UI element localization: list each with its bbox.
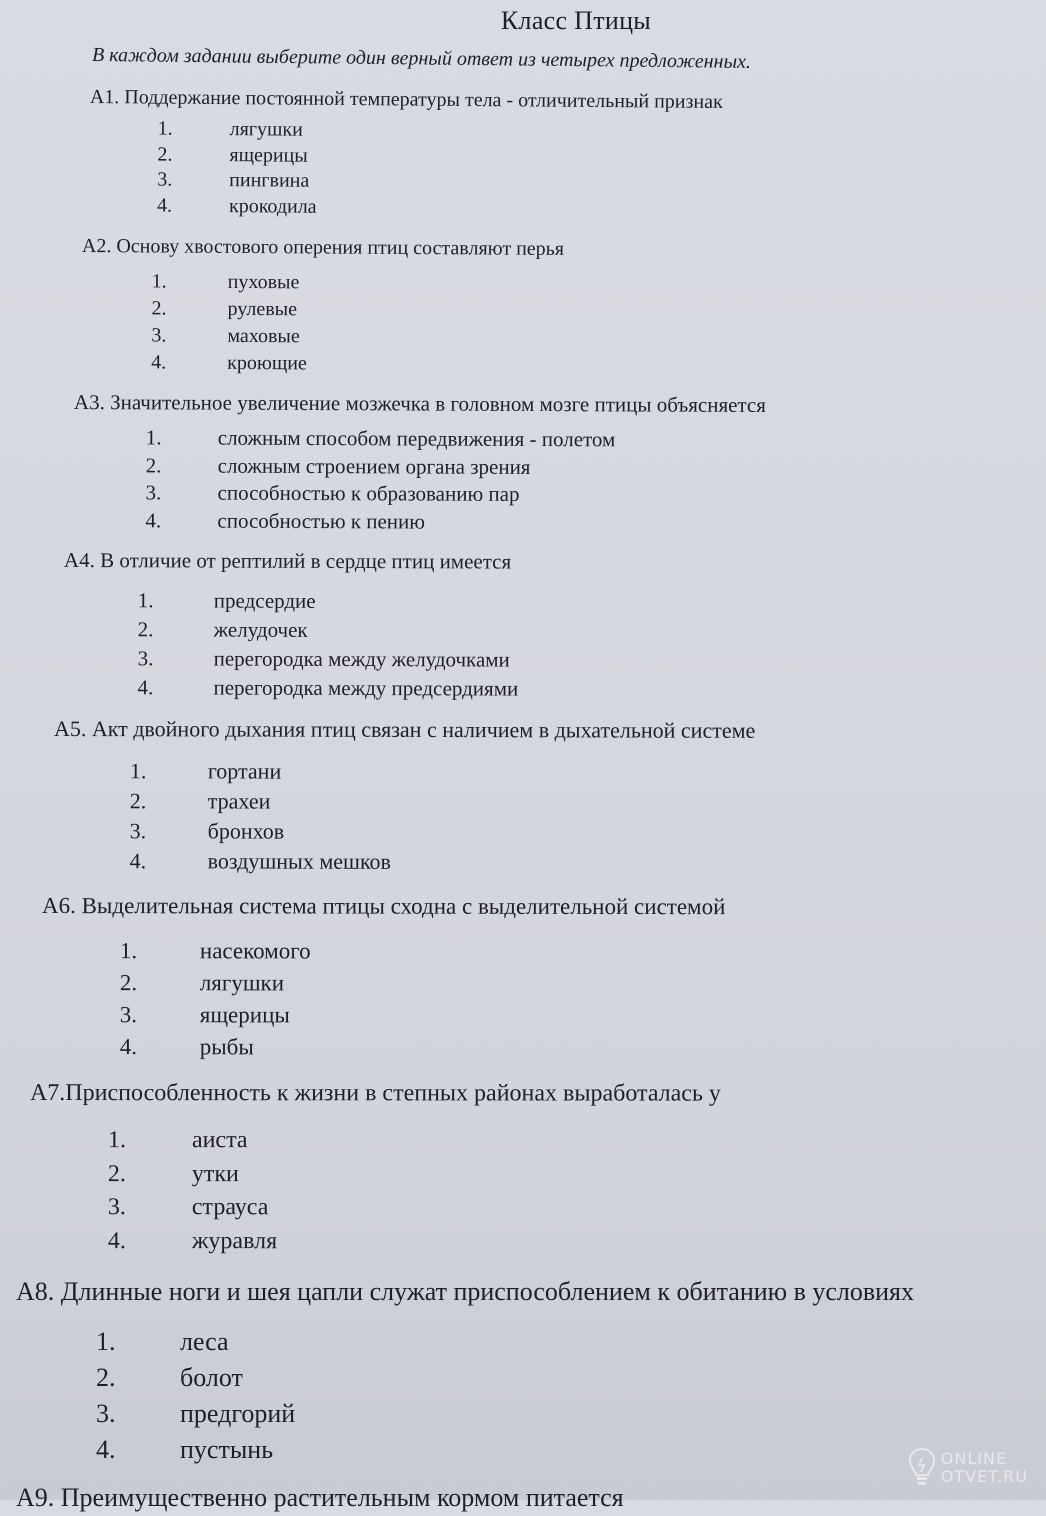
answer-option [30, 1124, 721, 1158]
option-text: лягушки [229, 118, 303, 141]
option-number: 2. [137, 617, 154, 642]
option-text: насекомого [199, 938, 311, 964]
option-number: 1. [119, 938, 138, 964]
question-a1 [89, 82, 723, 223]
lightbulb-icon [907, 1446, 937, 1490]
option-text: пингвина [229, 169, 310, 192]
option-number: 1. [96, 1327, 116, 1356]
option-number: 2. [119, 970, 138, 996]
answer-option [16, 1324, 914, 1360]
answer-option [16, 1432, 914, 1468]
option-text: кроющие [227, 351, 307, 375]
answer-option [54, 756, 755, 788]
answer-option [54, 786, 755, 818]
option-text: страуса [191, 1194, 269, 1221]
option-number: 1. [157, 117, 173, 140]
option-text: лягушки [199, 970, 285, 996]
option-number: 4. [96, 1435, 116, 1464]
option-number: 4. [151, 351, 167, 374]
option-text: болот [180, 1363, 243, 1392]
option-text: перегородка между желудочками [213, 646, 510, 672]
answer-option [64, 615, 519, 646]
answer-option [30, 1191, 721, 1225]
instruction-text: В каждом задании выберите один верный ответ из четырех предложенных. [91, 44, 752, 73]
option-text: воздушных мешков [207, 848, 391, 874]
answer-option [64, 586, 519, 617]
option-text: гортани [207, 758, 282, 784]
answer-option [42, 1031, 726, 1064]
option-number: 1. [151, 270, 167, 293]
option-text: предгорий [180, 1399, 296, 1428]
option-number: 4. [145, 507, 162, 532]
option-text: аиста [191, 1127, 248, 1154]
question-text: А3. Значительное увеличение мозжечка в головном мозге птицы объясняется [73, 389, 766, 418]
question-a6 [42, 890, 726, 1064]
option-text: способностью к образованию пар [217, 480, 520, 506]
watermark-text [941, 1450, 1028, 1486]
option-text: рыбы [199, 1034, 254, 1060]
answer-option [54, 816, 755, 848]
option-number: 1. [129, 758, 147, 784]
answer-option [81, 295, 563, 325]
option-text: трахеи [207, 788, 271, 814]
question-a8 [16, 1274, 914, 1468]
question-text: А1. Поддержание постоянной температуры тела - отличительный признак [89, 85, 723, 113]
option-text: пустынь [180, 1435, 274, 1464]
option-text: способностью к пению [217, 508, 426, 534]
option-number: 4. [129, 848, 147, 874]
question-text: А5. Акт двойного дыхания птиц связан с наличием в дыхательной системе [53, 716, 756, 743]
option-number: 2. [96, 1363, 116, 1392]
question-text: А6. Выделительная система птицы сходна с выделительной системой [41, 893, 726, 920]
option-number: 3. [151, 324, 167, 347]
answer-option [42, 935, 726, 968]
option-number: 3. [96, 1399, 116, 1428]
option-number: 2. [151, 297, 167, 320]
question-a5 [54, 714, 756, 878]
question-a3 [73, 388, 766, 537]
option-text: сложным способом передвижения - полетом [217, 425, 616, 452]
answer-option [81, 322, 563, 352]
question-text: А2. Основу хвостового оперения птиц составляют перья [81, 234, 565, 260]
option-text: перегородка между предсердиями [213, 675, 519, 701]
option-text: ящерицы [229, 143, 308, 167]
option-text: предсердие [213, 588, 316, 613]
option-text: бронхов [207, 818, 285, 844]
answer-option [64, 644, 519, 675]
page-title: Класс Птицы [500, 6, 652, 35]
answer-option [30, 1225, 721, 1259]
question-a9-cut-off: А9. Преимущественно растительным кормом питается [16, 1483, 624, 1512]
site-watermark [907, 1446, 1028, 1490]
answer-option [73, 506, 765, 537]
option-number: 2. [129, 788, 147, 814]
question-a2 [81, 232, 564, 379]
option-text: крокодила [228, 194, 317, 218]
option-number: 3. [145, 480, 162, 505]
option-number: 1. [145, 425, 162, 450]
option-text: маховые [227, 324, 300, 348]
watermark-line-1: ONLINE [940, 1449, 1008, 1468]
option-number: 2. [107, 1160, 126, 1187]
option-number: 3. [157, 168, 173, 191]
answer-option [54, 846, 755, 878]
option-text: утки [191, 1160, 239, 1187]
question-a4 [63, 546, 518, 704]
option-number: 2. [157, 143, 173, 166]
option-text: желудочек [213, 617, 308, 642]
answer-option [30, 1158, 721, 1192]
option-number: 4. [107, 1227, 126, 1254]
option-text: сложным строением органа зрения [217, 453, 531, 479]
option-number: 4. [137, 675, 154, 700]
answer-option [74, 424, 766, 455]
question-text: А4. В отличие от рептилий в сердце птиц имеется [63, 548, 512, 574]
answer-option [89, 192, 722, 222]
option-number: 4. [156, 194, 173, 217]
answer-option [16, 1360, 914, 1396]
option-number: 3. [137, 646, 154, 671]
answer-option [73, 479, 765, 510]
option-text: рулевые [227, 297, 298, 321]
answer-option [16, 1396, 914, 1432]
option-text: ящерицы [199, 1002, 290, 1028]
answer-option [82, 268, 564, 298]
option-number: 4. [119, 1034, 137, 1060]
option-number: 2. [145, 452, 162, 477]
question-text: А7.Приспособленность к жизни в степных районах выработалась у [29, 1080, 721, 1107]
option-number: 3. [129, 818, 147, 844]
option-text: журавля [191, 1227, 278, 1254]
answer-option [42, 967, 726, 1000]
answer-option [74, 451, 766, 482]
question-a7 [30, 1076, 721, 1259]
option-text: пуховые [227, 270, 300, 294]
answer-option [42, 999, 726, 1032]
option-number: 1. [107, 1127, 126, 1154]
watermark-line-2: OTVET.RU [940, 1467, 1028, 1486]
option-text: леса [180, 1327, 229, 1356]
option-number: 3. [107, 1194, 126, 1221]
option-number: 3. [119, 1002, 138, 1028]
answer-option [81, 349, 563, 379]
question-text: А8. Длинные ноги и шея цапли служат приспособлением к обитанию в условиях [16, 1277, 915, 1306]
option-number: 1. [137, 588, 154, 613]
answer-option [63, 673, 518, 704]
